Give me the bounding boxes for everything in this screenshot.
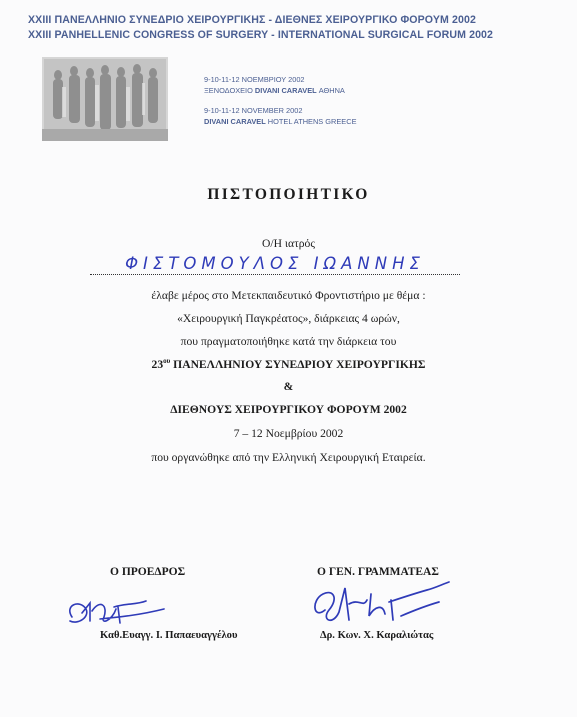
- secretary-title: Ο ΓΕΝ. ΓΡΑΜΜΑΤΕΑΣ: [317, 566, 439, 578]
- organizer-line: που οργανώθηκε από την Ελληνική Χειρουργική Εταιρεία.: [151, 451, 426, 464]
- event-venue-english: [204, 117, 357, 128]
- header-greek: XXIII ΠΑΝΕΛΛΗΝΙΟ ΣΥΝΕΔΡΙΟ ΧΕΙΡΟΥΡΓΙΚΗΣ - ΔΙΕΘΝΕΣ ΧΕΙΡΟΥΡΓΙΚΟ ΦΟΡΟΥΜ 2002: [28, 14, 476, 26]
- congress-name-line: [0, 357, 577, 371]
- congress-header: [28, 13, 568, 43]
- congress-ordinal: ου: [163, 357, 171, 365]
- president-signature: [60, 595, 170, 635]
- recipient-line: [90, 254, 460, 278]
- event-dates-greek: 9-10-11-12 ΝΟΕΜΒΡΙΟΥ 2002: [204, 75, 305, 84]
- event-info: [204, 75, 357, 137]
- event-dates-english: 9-10-11-12 NOVEMBER 2002: [204, 106, 303, 115]
- header-english: XXIII PANHELLENIC CONGRESS OF SURGERY - INTERNATIONAL SURGICAL FORUM 2002: [28, 29, 494, 41]
- dotted-underline: [90, 274, 460, 275]
- congress-number: 23: [151, 357, 164, 371]
- forum-name: ΔΙΕΘΝΟΥΣ ΧΕΙΡΟΥΡΓΙΚΟΥ ΦΟΡΟΥΜ 2002: [170, 403, 407, 416]
- venue-suffix-english: HOTEL ATHENS GREECE: [267, 116, 357, 126]
- event-venue-greek: [204, 86, 357, 97]
- venue-prefix-greek: ΞΕΝΟΔΟΧΕΙΟ: [204, 85, 253, 95]
- secretary-name: Δρ. Κων. Χ. Καραλιώτας: [320, 630, 434, 641]
- venue-hotel-english: DIVANI CARAVEL: [204, 116, 266, 126]
- event-dates-line: 7 – 12 Νοεμβρίου 2002: [233, 427, 344, 440]
- venue-city-greek: ΑΘΗΝΑ: [318, 85, 345, 95]
- relief-sculpture-image: [42, 57, 168, 141]
- recipient-handwritten-name: ΦΙΣΤΟΜΟΥΛΟΣ ΙΩΑΝΝΗΣ: [125, 254, 425, 273]
- salutation: Ο/Η ιατρός: [262, 237, 315, 250]
- body-line-3: που πραγματοποιήθηκε κατά την διάρκεια του: [180, 335, 397, 348]
- event-info-greek: [204, 75, 357, 96]
- certificate-title: ΠΙΣΤΟΠΟΙΗΤΙΚΟ: [207, 186, 370, 203]
- body-line-1: έλαβε μέρος στο Μετεκπαιδευτικό Φροντιστήριο με θέμα :: [151, 289, 426, 302]
- event-info-english: [204, 106, 357, 127]
- body-line-2: «Χειρουργική Παγκρέατος», διάρκειας 4 ωρών,: [177, 312, 400, 325]
- secretary-signature: [305, 580, 455, 632]
- venue-hotel-greek: DIVANI CARAVEL: [254, 85, 317, 95]
- president-title: Ο ΠΡΟΕΔΡΟΣ: [110, 566, 186, 578]
- ampersand: &: [283, 380, 294, 393]
- congress-name: ΠΑΝΕΛΛΗΝΙΟΥ ΣΥΝΕΔΡΙΟΥ ΧΕΙΡΟΥΡΓΙΚΗΣ: [173, 357, 426, 371]
- president-name: Καθ.Ευαγγ. Ι. Παπαευαγγέλου: [100, 630, 238, 641]
